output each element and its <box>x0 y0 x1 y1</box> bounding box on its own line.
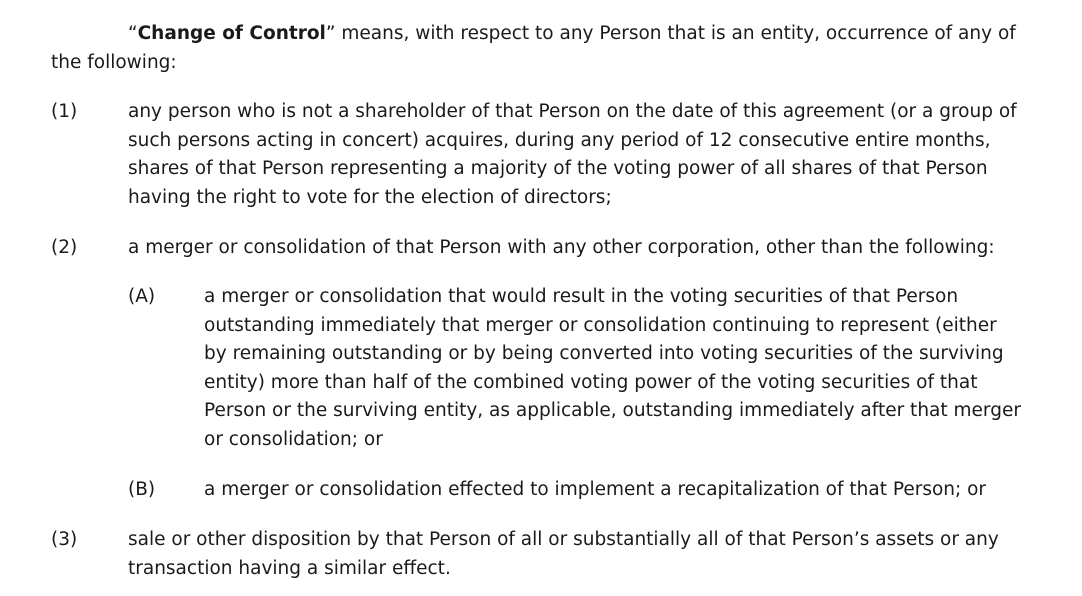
clause-line: a merger or consolidation of that Person with any other corporation, other than the following: <box>128 237 995 258</box>
clause-line: having the right to vote for the election of directors; <box>128 187 612 208</box>
subclause-line: a merger or consolidation that would result in the voting securities of that Person <box>204 286 959 307</box>
close-quote: ” <box>325 23 336 44</box>
subclause-number: (A) <box>128 286 156 307</box>
clause-number: (1) <box>51 101 78 122</box>
subclause-line: a merger or consolidation effected to implement a recapitalization of that Person; or <box>204 479 987 500</box>
definition-line-2: the following: <box>51 52 177 73</box>
clause-line: sale or other disposition by that Person of all or substantially all of that Person’s assets or any <box>128 529 999 550</box>
clause-line: such persons acting in concert) acquires, during any period of 12 consecutive entire months, <box>128 130 991 151</box>
subclause-number: (B) <box>128 479 156 500</box>
definition-line-1 <box>128 20 1016 49</box>
clause-line: transaction having a similar effect. <box>128 558 451 579</box>
subclause-line: outstanding immediately that merger or consolidation continuing to represent (either <box>204 315 997 336</box>
clause-number: (2) <box>51 237 78 258</box>
clause-line: any person who is not a shareholder of that Person on the date of this agreement (or a group of <box>128 101 1017 122</box>
defined-term: Change of Control <box>137 23 326 44</box>
subclause-line: entity) more than half of the combined voting power of the voting securities of that <box>204 372 978 393</box>
subclause-line: Person or the surviving entity, as applicable, outstanding immediately after that merger <box>204 400 1021 421</box>
open-quote: “ <box>128 23 138 44</box>
subclause-line: by remaining outstanding or by being converted into voting securities of the surviving <box>204 343 1004 364</box>
definition-text: means, with respect to any Person that is an entity, occurrence of any of <box>335 23 1016 44</box>
subclause-line: or consolidation; or <box>204 429 383 450</box>
clause-number: (3) <box>51 529 78 550</box>
clause-line: shares of that Person representing a majority of the voting power of all shares of that Person <box>128 158 988 179</box>
